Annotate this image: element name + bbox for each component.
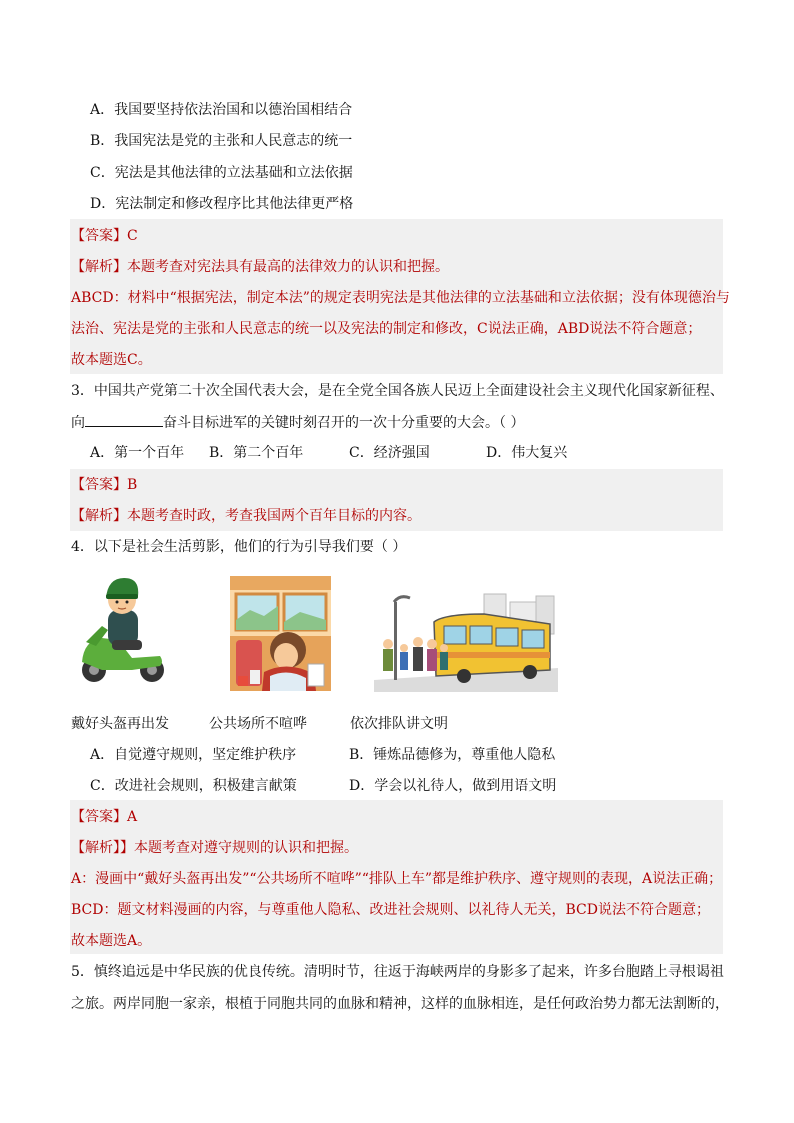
q2-explanation-line: ABCD：材料中“根据宪法，制定本法”的规定表明宪法是其他法律的立法基础和立法依据；没有体现德治与 — [71, 290, 730, 306]
q2-option-d: D．宪法制定和修改程序比其他法律更严格 — [90, 196, 354, 212]
q4-analysis — [71, 838, 358, 858]
q3-option-a: A．第一个百年 — [90, 445, 185, 461]
analysis-text: 本题考查对遵守规则的认识和把握。 — [134, 840, 358, 856]
q2-option-a: A．我国要坚持依法治国和以德治国相结合 — [90, 102, 353, 118]
quiet-public-place-picture — [230, 576, 331, 691]
q3-analysis — [71, 506, 421, 526]
analysis-text: 本题考查对宪法具有最高的法律效力的认识和把握。 — [127, 259, 449, 275]
q3-answer — [71, 475, 137, 495]
q3-option-b: B．第二个百年 — [209, 445, 304, 461]
q2-explanation-line: 故本题选C。 — [71, 352, 152, 368]
answer-value: B — [127, 477, 138, 493]
q3-stem-line1: 3．中国共产党第二十次全国代表大会，是在全党全国各族人民迈上全面建设社会主义现代化国家新征程、 — [71, 383, 724, 399]
analysis-tag: 【解析】】 — [71, 840, 134, 856]
answer-tag: 【答案】 — [71, 477, 127, 493]
q4-option-c: C．改进社会规则，积极建言献策 — [90, 778, 297, 794]
q2-option-b: B．我国宪法是党的主张和人民意志的统一 — [90, 133, 353, 149]
q4-explanation-line: 故本题选A。 — [71, 933, 152, 949]
q4-option-d: D．学会以礼待人，做到用语文明 — [349, 778, 557, 794]
q3-option-c: C．经济强国 — [349, 445, 430, 461]
picture-caption-1: 戴好头盔再出发 — [71, 716, 169, 732]
q2-option-c: C．宪法是其他法律的立法基础和立法依据 — [90, 165, 353, 181]
answer-value: C — [127, 228, 138, 244]
analysis-tag: 【解析】 — [71, 259, 127, 275]
q2-analysis — [71, 257, 449, 277]
q2-answer — [71, 226, 138, 246]
q2-explanation-line: 法治、宪法是党的主张和人民意志的统一以及宪法的制定和修改，C说法正确，ABD说法不符合题意； — [71, 321, 702, 337]
answer-value: A — [127, 809, 138, 825]
analysis-tag: 【解析】 — [71, 508, 127, 524]
answer-tag: 【答案】 — [71, 809, 127, 825]
q4-answer — [71, 807, 137, 827]
q3-stem-suffix: 奋斗目标进军的关键时刻召开的一次十分重要的大会。（ ） — [163, 415, 525, 431]
analysis-text: 本题考查时政，考查我国两个百年目标的内容。 — [127, 508, 421, 524]
q3-option-d: D．伟大复兴 — [486, 445, 568, 461]
q4-option-b: B．锤炼品德修为，尊重他人隐私 — [349, 747, 556, 763]
q5-stem-line: 5．慎终追远是中华民族的优良传统。清明时节，往返于海峡两岸的身影多了起来，许多台胞踏上寻根谒祖 — [71, 964, 724, 980]
picture-caption-3: 依次排队讲文明 — [350, 716, 448, 732]
q4-explanation-line: BCD：题文材料漫画的内容，与尊重他人隐私、改进社会规则、以礼待人无关，BCD说法不符合题意； — [71, 902, 710, 918]
q4-option-a: A．自觉遵守规则，坚定维护秩序 — [90, 747, 297, 763]
q5-stem-line: 之旅。两岸同胞一家亲，根植于同胞共同的血脉和精神，这样的血脉相连，是任何政治势力都无法割断的， — [71, 996, 729, 1012]
picture-caption-2: 公共场所不喧哗 — [209, 716, 307, 732]
q4-stem: 4．以下是社会生活剪影，他们的行为引导我们要（ ） — [71, 539, 407, 555]
fill-blank — [85, 412, 163, 427]
answer-tag: 【答案】 — [71, 228, 127, 244]
q3-stem-prefix: 向 — [71, 415, 85, 431]
q3-stem-line2 — [71, 412, 524, 433]
q4-explanation-line: A：漫画中“戴好头盔再出发”“公共场所不喧哗”“排队上车”都是维护秩序、遵守规则的表现，A说法正确； — [71, 871, 723, 887]
queue-bus-picture — [374, 588, 558, 692]
helmet-rider-picture — [72, 570, 170, 688]
